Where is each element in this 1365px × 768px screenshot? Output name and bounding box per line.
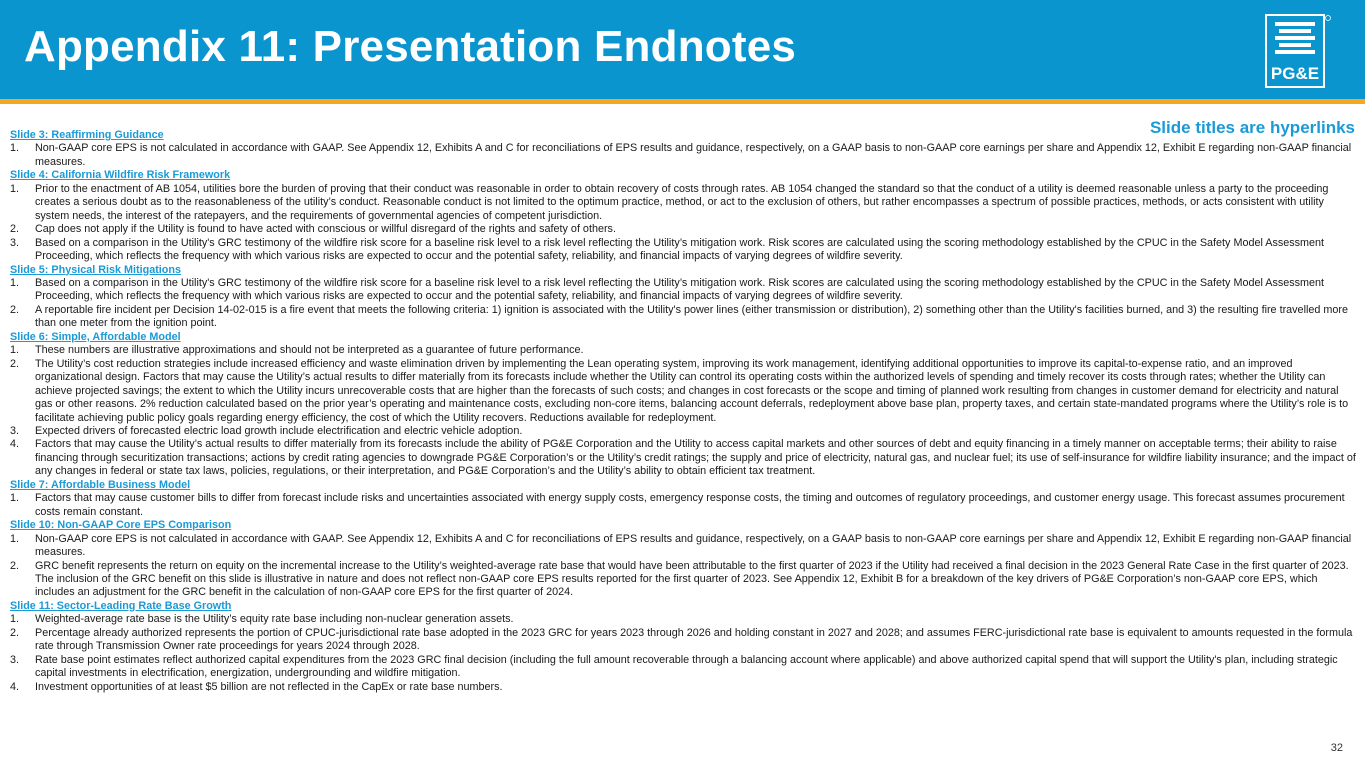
endnote-number: 4. [10, 438, 20, 451]
endnote-number: 1. [10, 344, 20, 357]
endnote-number: 3. [10, 424, 20, 437]
endnote-number: 3. [10, 236, 20, 249]
endnote-item [10, 183, 1356, 223]
endnote-text: A reportable fire incident per Decision 14-02-015 is a fire event that meets the following criteria: 1) ignition is associated with the Utility's power lines (either transmission or distribution), 2) something other than the Utility's facilities burned, and 3) the resulting fire travelled more than one meter from the ignition point. [35, 303, 1348, 330]
endnote-text: Non-GAAP core EPS is not calculated in accordance with GAAP. See Appendix 12, Exhibits A and C for reconciliations of EPS results and guidance, respectively, on a GAAP basis to non-GAAP core earnings per share and Appendix 12, Exhibit E regarding non-GAAP financial measures. [35, 532, 1352, 559]
endnote-text: These numbers are illustrative approximations and should not be interpreted as a guarantee of future performance. [35, 344, 584, 357]
endnote-text: Factors that may cause customer bills to differ from forecast include risks and uncertainties associated with energy supply costs, emergency response costs, the timing and outcomes of regulatory proceedings, and customer energy usage. This forecast assumes procurement costs remain constant. [35, 492, 1345, 518]
endnote-item [10, 681, 1356, 694]
endnote-number: 3. [10, 653, 20, 666]
section-link[interactable]: Slide 5: Physical Risk Mitigations [10, 263, 181, 276]
endnote-number: 4. [10, 680, 20, 693]
endnote-number: 2. [10, 626, 20, 639]
endnote-text: Cap does not apply if the Utility is found to have acted with conscious or willful disregard of the rights and safety of others. [35, 223, 616, 236]
page-number: 32 [1330, 742, 1343, 754]
endnote-text: Weighted-average rate base is the Utility’s equity rate base including non-nuclear generation assets. [35, 613, 514, 626]
endnote-item [10, 560, 1356, 600]
endnote-item [10, 613, 1356, 626]
endnote-number: 1. [10, 276, 20, 289]
endnote-text: Based on a comparison in the Utility's GRC testimony of the wildfire risk score for a baseline risk level to a risk level reflecting the Utility’s mitigation work. Risk scores are calculated using the scoring methodology established by the CPUC in the Safety Model Assessment Proceeding, which reflects the frequency with which various risks are expected to occur and the potential safety, reliability, and financial impacts of varying degrees of wildfire severity. [35, 276, 1325, 303]
endnote-text: GRC benefit represents the return on equity on the incremental increase to the Utility’s weighted-average rate base that would have been attributable to the first quarter of 2023 if the Utility had received a final decision in the 2023 General Rate Case in the first quarter of 2023. The inclusion of the GRC benefit on this slide is illustrative in nature and does not reflect non-GAAP core EPS results reported for the first quarter of 2023. See Appendix 12, Exhibit B for a breakdown of the key drivers of PG&E Corporation’s non-GAAP core EPS, which includes an adjustment for the GRC benefit in the calculation of non-GAAP core EPS for the first quarter of 2024. [35, 559, 1349, 599]
section-link[interactable]: Slide 11: Sector-Leading Rate Base Growth [10, 599, 232, 612]
section-link[interactable]: Slide 6: Simple, Affordable Model [10, 330, 181, 343]
endnote-number: 1. [10, 532, 20, 545]
section-link[interactable]: Slide 7: Affordable Business Model [10, 478, 191, 491]
page-title: Appendix 11: Presentation Endnotes [24, 22, 797, 71]
endnote-item [10, 492, 1356, 519]
endnote-text: Factors that may cause the Utility’s actual results to differ materially from its forecasts include the ability of PG&E Corporation and the Utility to access capital markets and other sources of debt and equity financing in a timely manner on acceptable terms; their ability to raise financing through securitization transactions; actions by credit rating agencies to downgrade PG&E Corporation’s or the Utility’s credit ratings; the supply and price of electricity, natural gas, and nuclear fuel; its use of self-insurance for wildfire liability insurance; and the impact of any changes in federal or state tax laws, policies, regulations, or their interpretation, and PG&E Corporation’s and the Utility’s ability to obtain efficient tax treatment. [35, 438, 1356, 478]
endnotes-body [10, 129, 1356, 694]
endnote-item [10, 304, 1356, 331]
endnote-item [10, 358, 1356, 425]
endnote-item [10, 277, 1356, 304]
pge-logo-icon [1265, 14, 1331, 90]
endnote-number: 2. [10, 559, 20, 572]
logo-text: PG&E [1270, 64, 1320, 83]
endnote-text: Expected drivers of forecasted electric load growth include electrification and electric vehicle adoption. [35, 424, 523, 437]
endnote-item [10, 438, 1356, 478]
endnote-number: 1. [10, 613, 20, 626]
endnote-text: The Utility’s cost reduction strategies include increased efficiency and waste elimination driven by implementing the Lean operating system, improving its work management, identifying additional opportunities to improve its capital-to-expense ratio, and an improved organizational design. Factors that may cause the Utility’s actual results to differ materially from its forecasts include whether the Utility can control its operating costs within the authorized levels of spending and timely recover its costs through rates; whether the Utility can achieve projected savings; the extent to which the Utility incurs unrecoverable costs that are higher than the forecasts of such costs; and changes in cost forecasts or the scope and timing of planned work resulting from changes in customer demand for electricity and natural gas or other reasons. 2% reduction calculated based on the prior year’s operating and maintenance costs, excluding non-core items, balancing account deferrals, redeployment above base plan, property taxes, and certain state-mandated programs where the Utility’s role is to facilitate achieving public policy goals regarding energy efficiency, the cost of which the Utility recovers. Reductions available for redeployment. [35, 357, 1349, 424]
endnote-item [10, 223, 1356, 236]
hyperlink-note: Slide titles are hyperlinks [1149, 118, 1355, 137]
endnote-item [10, 142, 1356, 169]
endnote-item [10, 344, 1356, 357]
endnote-text: Investment opportunities of at least $5 billion are not reflected in the CapEx or rate base numbers. [35, 680, 503, 693]
section-link[interactable]: Slide 3: Reaffirming Guidance [10, 129, 164, 141]
endnote-item [10, 425, 1356, 438]
endnote-item [10, 627, 1356, 654]
section-link[interactable]: Slide 4: California Wildfire Risk Framework [10, 169, 231, 182]
endnote-number: 1. [10, 182, 20, 195]
endnote-number: 2. [10, 357, 20, 370]
endnote-item [10, 533, 1356, 560]
endnote-number: 1. [10, 142, 20, 155]
endnote-text: Prior to the enactment of AB 1054, utilities bore the burden of proving that their conduct was reasonable in order to obtain recovery of costs through rates. AB 1054 changed the standard so that the conduct of a utility is deemed reasonable unless a party to the proceeding creates a serious doubt as to the reasonableness of the utility’s conduct. Reasonable conduct is not limited to the optimum practice, method, or act to the exclusion of others, but rather encompasses a spectrum of possible practices, methods, or acts consistent with utility system needs, the interest of the ratepayers, and the requirements of governmental agencies of competent jurisdiction. [35, 182, 1329, 222]
endnote-text: Rate base point estimates reflect authorized capital expenditures from the 2023 GRC final decision (including the full amount recoverable through a balancing account where applicable) and above authorized capital spend that will support the Utility's plan, including strategic capital investments in electrification, energization, undergrounding and wildfire mitigation. [35, 653, 1338, 680]
endnote-number: 2. [10, 303, 20, 316]
endnote-item [10, 654, 1356, 681]
endnote-number: 1. [10, 492, 20, 505]
endnote-number: 2. [10, 223, 20, 236]
endnote-item [10, 237, 1356, 264]
endnote-text: Percentage already authorized represents the portion of CPUC-jurisdictional rate base adopted in the 2023 GRC for years 2023 through 2026 and holding constant in 2027 and 2028; and assumes FERC-jurisdictional rate base is equivalent to amounts requested in the formula rate through Transmission Owner rate proceedings for years 2024 through 2028. [35, 626, 1353, 653]
endnote-text: Non-GAAP core EPS is not calculated in accordance with GAAP. See Appendix 12, Exhibits A and C for reconciliations of EPS results and guidance, respectively, on a GAAP basis to non-GAAP core earnings per share and Appendix 12, Exhibit E regarding non-GAAP financial measures. [35, 142, 1352, 168]
section-link[interactable]: Slide 10: Non-GAAP Core EPS Comparison [10, 519, 232, 532]
header-accent-rule [0, 99, 1365, 104]
endnote-text: Based on a comparison in the Utility's GRC testimony of the wildfire risk score for a baseline risk level to a risk level reflecting the Utility’s mitigation work. Risk scores are calculated using the scoring methodology established by the CPUC in the Safety Model Assessment Proceeding, which reflects the frequency with which various risks are expected to occur and the potential safety, reliability, and financial impacts of varying degrees of wildfire severity. [35, 236, 1325, 263]
